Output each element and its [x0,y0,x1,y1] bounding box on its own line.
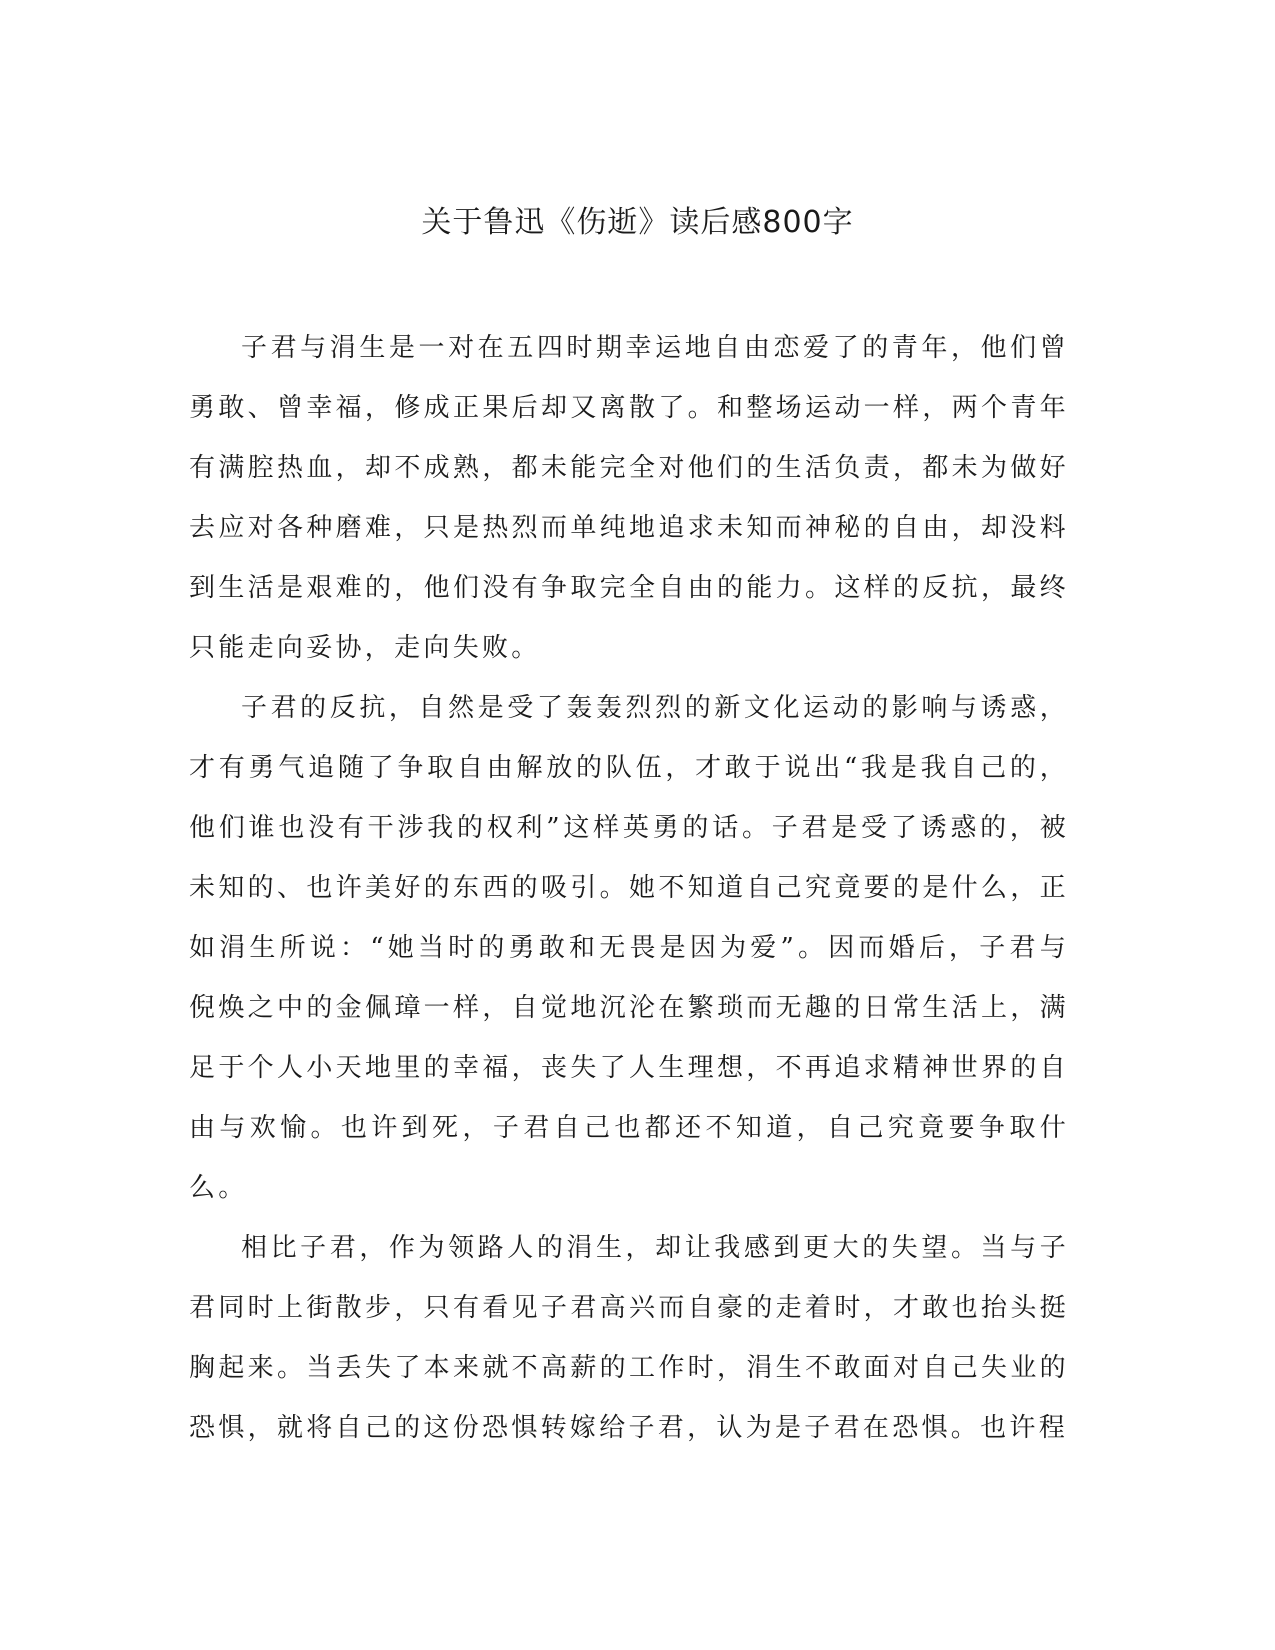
document-title: 关于鲁迅《伤逝》读后感800字 [421,205,854,240]
paragraph: 子君的反抗，自然是受了轰轰烈烈的新文化运动的影响与诱惑，才有勇气追随了争取自由解放的队伍，才敢于说出“我是我自己的，他们谁也没有干涉我的权利”这样英勇的话。子君是受了诱惑的，被未知的、也许美好的东西的吸引。她不知道自己究竟要的是什么，正如涓生所说：“她当时的勇敢和无畏是因为爱”。因而婚后，子君与倪焕之中的金佩璋一样，自觉地沉沦在繁琐而无趣的日常生活上，满足于个人小天地里的幸福，丧失了人生理想，不再追求精神世界的自由与欢愉。也许到死，子君自己也都还不知道，自己究竟要争取什么。 [189,693,1069,1203]
paragraph: 相比子君，作为领路人的涓生，却让我感到更大的失望。当与子君同时上街散步，只有看见子君高兴而自豪的走着时，才敢也抬头挺胸起来。当丢失了本来就不高薪的工作时，涓生不敢面对自己失业的恐惧，就将自己的这份恐惧转嫁给子君，认为是子君在恐惧。也许程 [189,1233,1069,1443]
paragraph: 子君与涓生是一对在五四时期幸运地自由恋爱了的青年，他们曾勇敢、曾幸福，修成正果后却又离散了。和整场运动一样，两个青年有满腔热血，却不成熟，都未能完全对他们的生活负责，都未为做好去应对各种磨难，只是热烈而单纯地追求未知而神秘的自由，却没料到生活是艰难的，他们没有争取完全自由的能力。这样的反抗，最终只能走向妥协，走向失败。 [189,333,1069,663]
document-body [189,318,1069,1458]
